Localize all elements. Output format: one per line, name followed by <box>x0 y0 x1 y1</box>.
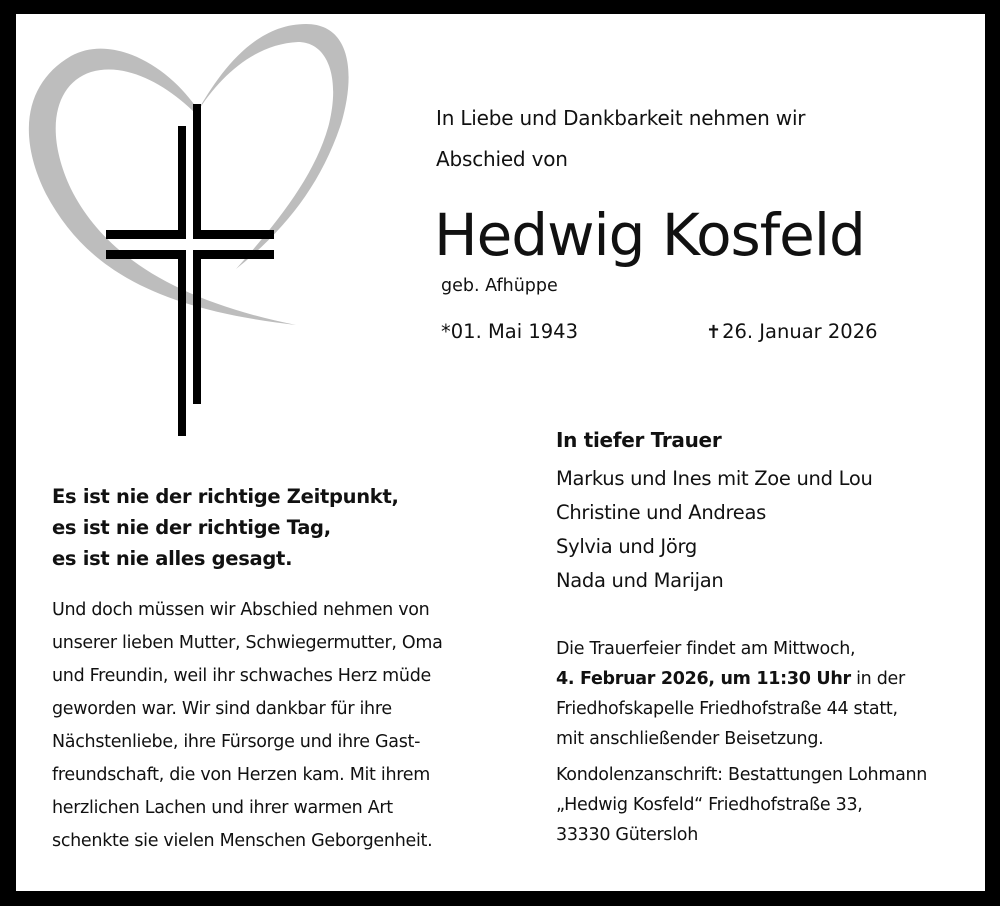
tribute-line: und Freundin, weil ihr schwaches Herz müde <box>52 666 431 686</box>
verse <box>52 481 399 574</box>
tribute-line: Und doch müssen wir Abschied nehmen von <box>52 600 430 620</box>
service-line-1: Die Trauerfeier findet am Mittwoch, <box>556 639 856 659</box>
tribute-line: Nächstenliebe, ihre Fürsorge und ihre Gast- <box>52 732 421 752</box>
death-cross-icon: ✝ <box>706 322 722 343</box>
maiden-name: geb. Afhüppe <box>441 276 558 296</box>
death-date-block <box>706 320 878 343</box>
tribute-line: geworden war. Wir sind dankbar für ihre <box>52 699 392 719</box>
intro-line-1: In Liebe und Dankbarkeit nehmen wir <box>436 106 806 130</box>
obituary-card <box>16 14 985 891</box>
condolence-line: Kondolenzanschrift: Bestattungen Lohmann <box>556 765 928 785</box>
service-line-2 <box>556 664 905 694</box>
tribute-line: unserer lieben Mutter, Schwiegermutter, Oma <box>52 633 443 653</box>
mourner-item: Nada und Marijan <box>556 569 724 592</box>
condolence-address <box>556 760 927 850</box>
verse-line: es ist nie alles gesagt. <box>52 547 293 570</box>
service-line-4: mit anschließender Beisetzung. <box>556 729 824 749</box>
heart-icon <box>29 24 349 325</box>
mourner-item: Christine und Andreas <box>556 501 766 524</box>
heart-cross-emblem <box>16 14 396 454</box>
deceased-name: Hedwig Kosfeld <box>434 201 865 269</box>
verse-line: es ist nie der richtige Tag, <box>52 516 331 539</box>
mourner-item: Sylvia und Jörg <box>556 535 697 558</box>
condolence-line: „Hedwig Kosfeld“ Friedhofstraße 33, <box>556 795 863 815</box>
mourners-list <box>556 462 873 598</box>
service-date-time: 4. Februar 2026, um 11:30 Uhr <box>556 669 851 689</box>
intro-line-2: Abschied von <box>436 147 568 171</box>
verse-line: Es ist nie der richtige Zeitpunkt, <box>52 485 399 508</box>
death-date: 26. Januar 2026 <box>722 320 878 343</box>
service-info <box>556 634 905 754</box>
tribute-line: freundschaft, die von Herzen kam. Mit ihrem <box>52 765 430 785</box>
mourning-title: In tiefer Trauer <box>556 428 722 452</box>
tribute-line: schenkte sie vielen Menschen Geborgenheit. <box>52 831 433 851</box>
tribute-line: herzlichen Lachen und ihrer warmen Art <box>52 798 393 818</box>
condolence-line: 33330 Gütersloh <box>556 825 698 845</box>
tribute-paragraph <box>52 594 443 858</box>
service-line-2-rest: in der <box>850 669 905 689</box>
service-line-3: Friedhofskapelle Friedhofstraße 44 statt, <box>556 699 898 719</box>
intro-text <box>436 98 805 180</box>
birth-date: *01. Mai 1943 <box>441 320 578 343</box>
mourner-item: Markus und Ines mit Zoe und Lou <box>556 467 873 490</box>
